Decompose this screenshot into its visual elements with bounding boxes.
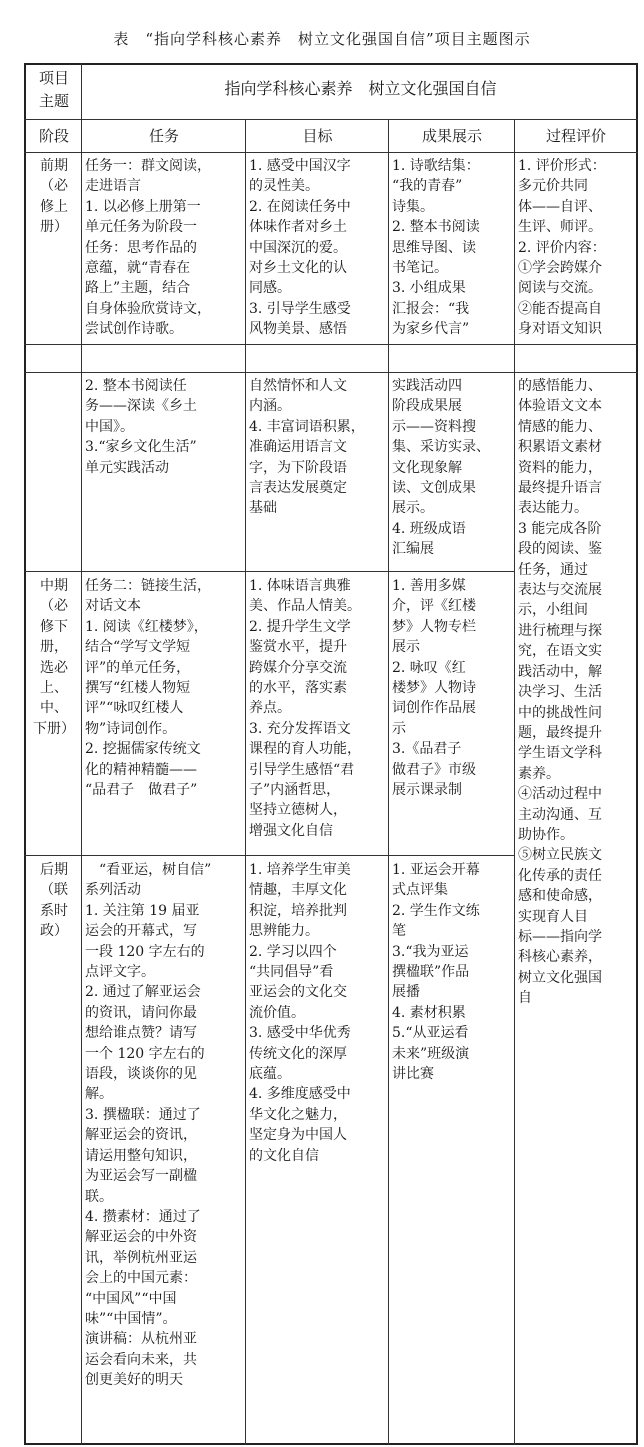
col-header-result: 成果展示	[421, 127, 482, 145]
rule-page-break-2	[24, 372, 638, 373]
early-result-part2: 实践活动四 阶段成果展 示——资料搜 集、采访实录、 文化现象解 读、文创成果 展示。 4. 班级成语 汇编展	[392, 378, 490, 558]
evaluation-part1: 1. 评价形式： 多元价共同 体——自评、 生评、师评。 2. 评价内容： ①学会跨媒介 阅读与交流。 ②能否提高自 身对语文知识	[518, 158, 606, 338]
rule-early-middle	[24, 571, 514, 572]
rule-middle-late	[24, 855, 514, 856]
early-result-part1: 1. 诗歌结集： “我的青春” 诗集。 2. 整本书阅读 思维导图、读 书笔记。 3. 小组成果 汇报会：“我 为家乡代言”	[392, 158, 480, 338]
rule-page-break	[24, 344, 638, 345]
rule-under-title	[24, 119, 638, 120]
col-header-task: 任务	[148, 127, 179, 145]
project-theme-label: 项目 主题	[38, 69, 69, 110]
col-header-stage: 阶段	[38, 127, 69, 145]
middle-task: 任务二：链接生活， 对话文本 1. 阅读《红楼梦》， 结合“学写文学短 评”的单元任务， 撰写“红楼人物短 评”“咏叹红楼人 物”诗词创作。 2. 挖掘儒家传统文 化的精神精髓—— “品君子 做君子”	[85, 578, 211, 799]
table-caption: 表 “指向学科核心素养 树立文化强国自信”项目主题图示	[113, 30, 531, 48]
rule-under-header	[24, 152, 638, 153]
col-header-goal: 目标	[302, 127, 333, 145]
evaluation-part2: 的感悟能力、 体验语文文本 情感的能力、 积累语文素材 资料的能力， 最终提升语言 表达能力。 3 能完成各阶 段的阅读、鉴 任务，通过 表达与交流展 示，小组间 进行梳理与探 究，在语文实 践活动中，解 决学习、生活 中的挑战性问 题，最终提升 学生语文学科 素养。 ④活动过程中 主动沟通、互 助协作。 ⑤树立民族文 化传承的责任 感和使命感， 实现育人目 标——指向学 科核心素养， 树立文化强国 自	[518, 378, 602, 1007]
stage-late: 后期 （联 系时 政）	[40, 862, 68, 940]
stage-middle: 中期 （必 修下 册， 选必 上、 中、 下册）	[33, 578, 75, 737]
late-task: “看亚运，树自信” 系列活动 1. 关注第 19 届亚 运会的开幕式，写 一段 120 字左右的 点评文字。 2. 通过了解亚运会 的资讯，请问你最 想给谁点赞？请写 一个 120 字左右的 语段，谈谈你的见 解。 3. 撰楹联：通过了 解亚运会的资讯， 请运用整句知识， 为亚运会写一副楹 联。 4. 攒素材：通过了 解亚运会的中外资 讯，举例杭州亚运 会上的中国元素： “中国风”“中国 味”“中国情”。 演讲稿：从杭州亚 运会看向未来，共 创更美好的明天	[85, 862, 212, 1389]
early-goal-part1: 1. 感受中国汉字 的灵性美。 2. 在阅读任务中 体味作者对乡土 中国深沉的爱。 对乡土文化的认 同感。 3. 引导学生感受 风物美景、感悟	[249, 158, 351, 338]
early-task-part1: 任务一：群文阅读， 走进语言 1. 以必修上册第一 单元任务为阶段一 任务：思考作品的 意蕴，就“青春在 路上”主题，结合 自身体验欣赏诗文， 尝试创作诗歌。	[85, 158, 211, 338]
middle-goal: 1. 体味语言典雅 美、作品人情美。 2. 提升学生文学 鉴赏水平，提升 跨媒介分享交流 的水平，落实素 养点。 3. 充分发挥语文 课程的育人功能， 引导学生感悟“君 子”内涵哲思， 坚持立德树人， 增强文化自信	[249, 578, 361, 839]
late-result: 1. 亚运会开幕 式点评集 2. 学生作文练 笔 3.“我为亚运 撰楹联”作品 展播 4. 素材积累 5.“从亚运看 未来”班级演 讲比赛	[392, 862, 480, 1083]
middle-result: 1. 善用多媒 介，评《红楼 梦》人物专栏 展示 2. 咏叹《红 楼梦》人物诗 词创作作品展 示 3.《品君子 做君子》市级 展示课录制	[392, 578, 476, 799]
late-goal: 1. 培养学生审美 情趣，丰厚文化 积淀，培养批判 思辨能力。 2. 学习以四个 “共同倡导”看 亚运会的文化交 流价值。 3. 感受中华优秀 传统文化的深厚 底蕴。 4. 多维度感受中 华文化之魅力， 坚定身为中国人 的文化自信	[249, 862, 351, 1164]
project-title: 指向学科核心素养 树立文化强国自信	[224, 79, 497, 98]
col-header-eval: 过程评价	[545, 127, 606, 145]
stage-early: 前期 （必 修上 册）	[40, 158, 68, 236]
early-goal-part2: 自然情怀和人文 内涵。 4. 丰富词语积累， 准确运用语言文 字，为下阶段语 言表达发展奠定 基础	[249, 378, 365, 517]
early-task-part2: 2. 整本书阅读任 务——深读《乡土 中国》。 3.“家乡文化生活” 单元实践活动	[85, 378, 197, 476]
